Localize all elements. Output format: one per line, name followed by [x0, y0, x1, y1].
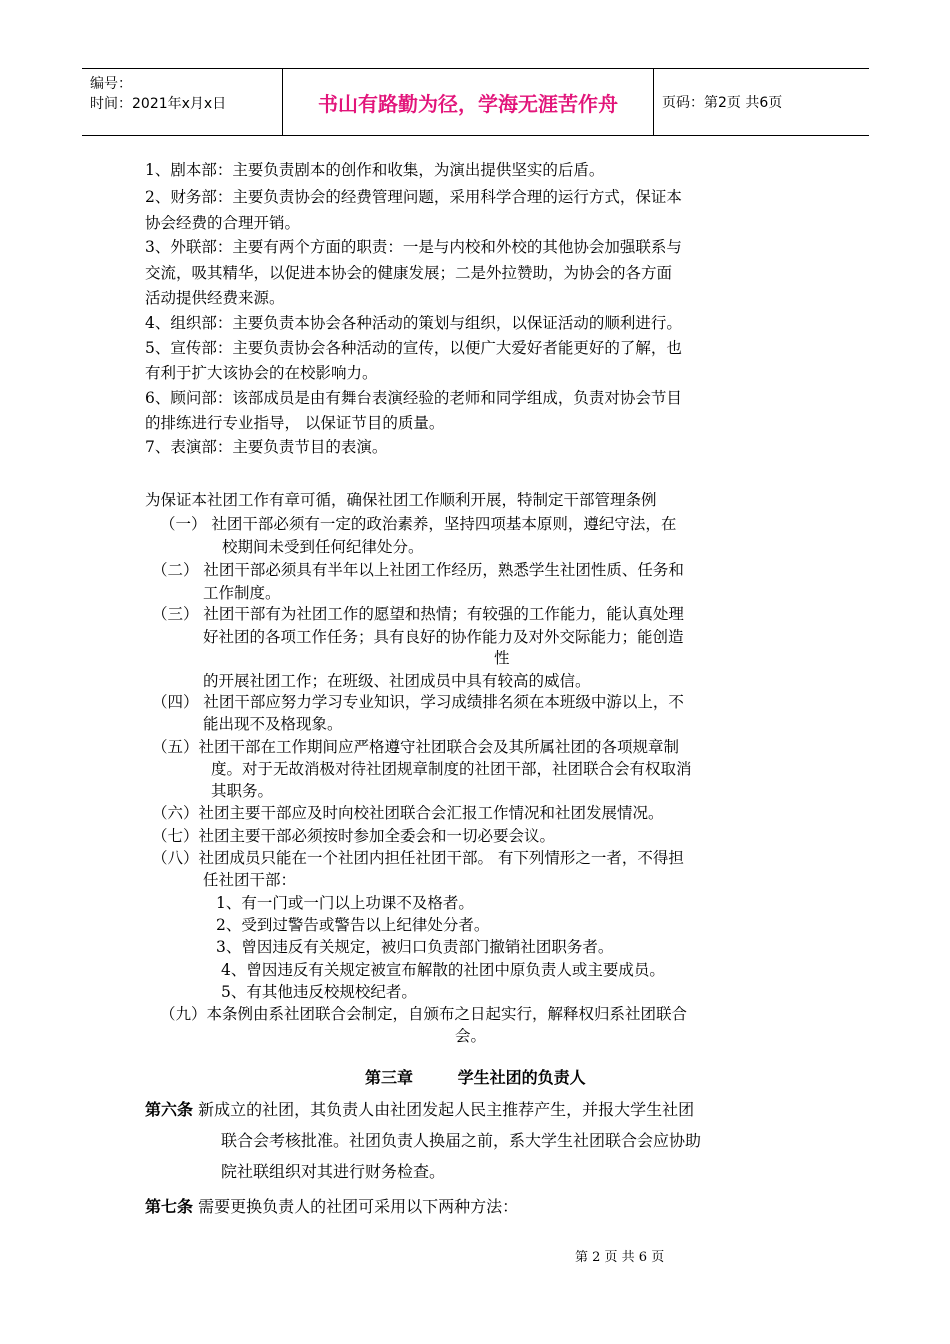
article-7-line — [145, 1196, 518, 1218]
regulation-line: 校期间未受到任何纪律处分。 — [222, 538, 424, 556]
department-line: 有利于扩大该协会的在校影响力。 — [145, 364, 378, 382]
header-info-cell — [82, 69, 283, 135]
regulation-line: （三） 社团干部有为社团工作的愿望和热情；有较强的工作能力，能认真处理 — [152, 605, 684, 623]
department-line: 3、外联部：主要有两个方面的职责：一是与内校和外校的其他协会加强联系与 — [145, 238, 682, 256]
regulation-line: （九）本条例由系社团联合会制定，自颁布之日起实行，解释权归系社团联合 — [160, 1005, 688, 1023]
article-7-text: 需要更换负责人的社团可采用以下两种方法： — [193, 1197, 519, 1216]
department-line: 2、财务部：主要负责协会的经费管理问题，采用科学合理的运行方式，保证本 — [145, 188, 682, 206]
chapter-title: 第三章 学生社团的负责人 — [365, 1068, 586, 1087]
regulation-line: 性 — [494, 649, 510, 667]
article-6-line — [145, 1099, 694, 1121]
regulation-line: 好社团的各项工作任务；具有良好的协作能力及对外交际能力；能创造 — [203, 628, 684, 646]
article-6-line: 院社联组织对其进行财务检查。 — [221, 1162, 446, 1181]
department-line: 5、宣传部：主要负责协会各种活动的宣传，以便广大爱好者能更好的了解，也 — [145, 339, 682, 357]
header-page-code: 页码：第2页 共6页 — [662, 95, 783, 111]
regulation-line: （二） 社团干部必须具有半年以上社团工作经历，熟悉学生社团性质、任务和 — [152, 561, 684, 579]
article-7-label: 第七条 — [145, 1197, 194, 1216]
header-motto: 书山有路勤为径，学海无涯苦作舟 — [283, 69, 654, 135]
regulation-subitem: 1、有一门或一门以上功课不及格者。 — [216, 894, 474, 912]
department-line: 的排练进行专业指导， 以保证节目的质量。 — [145, 414, 445, 432]
department-line: 活动提供经费来源。 — [145, 289, 285, 307]
department-line: 交流，吸其精华，以促进本协会的健康发展；二是外拉赞助，为协会的各方面 — [145, 264, 673, 282]
regulation-line: 工作制度。 — [203, 584, 281, 602]
article-6-label: 第六条 — [145, 1100, 194, 1119]
regulations-intro: 为保证本社团工作有章可循，确保社团工作顺利开展，特制定干部管理条例 — [145, 491, 657, 509]
regulation-line: （八）社团成员只能在一个社团内担任社团干部。 有下列情形之一者，不得担 — [152, 849, 684, 867]
regulation-line: （七）社团主要干部必须按时参加全委会和一切必要会议。 — [152, 827, 556, 845]
regulation-subitem: 2、受到过警告或警告以上纪律处分者。 — [216, 916, 490, 934]
page-footer: 第 2 页 共 6 页 — [575, 1250, 665, 1265]
regulation-subitem: 4、曾因违反有关规定被宣布解散的社团中原负责人或主要成员。 — [221, 961, 665, 979]
regulation-line: 其职务。 — [211, 782, 274, 800]
regulation-line: 会。 — [455, 1027, 487, 1045]
department-line: 7、表演部：主要负责节目的表演。 — [145, 438, 388, 456]
article-6-line: 联合会考核批准。社团负责人换届之前，系大学生社团联合会应协助 — [221, 1131, 702, 1150]
article-6-text: 新成立的社团，其负责人由社团发起人民主推荐产生，并报大学生社团 — [193, 1100, 695, 1119]
document-time: 时间：2021年x月x日 — [90, 96, 227, 112]
department-line: 6、顾问部：该部成员是由有舞台表演经验的老师和同学组成，负责对协会节目 — [145, 389, 682, 407]
regulation-subitem: 3、曾因违反有关规定，被归口负责部门撤销社团职务者。 — [216, 938, 614, 956]
department-line: 协会经费的合理开销。 — [145, 214, 301, 232]
regulation-line: （一） 社团干部必须有一定的政治素养，坚持四项基本原则，遵纪守法，在 — [160, 515, 677, 533]
regulation-line: 度。对于无故消极对待社团规章制度的社团干部，社团联合会有权取消 — [211, 760, 692, 778]
regulation-line: 任社团干部： — [203, 871, 297, 889]
department-line: 1、剧本部：主要负责剧本的创作和收集，为演出提供坚实的后盾。 — [145, 161, 605, 179]
department-line: 4、组织部：主要负责本协会各种活动的策划与组织，以保证活动的顺利进行。 — [145, 314, 682, 332]
regulation-line: （五）社团干部在工作期间应严格遵守社团联合会及其所属社团的各项规章制 — [152, 738, 680, 756]
regulation-line: 的开展社团工作；在班级、社团成员中具有较高的威信。 — [203, 672, 591, 690]
regulation-line: （六）社团主要干部应及时向校社团联合会汇报工作情况和社团发展情况。 — [152, 804, 664, 822]
regulation-line: （四） 社团干部应努力学习专业知识，学习成绩排名须在本班级中游以上，不 — [152, 693, 684, 711]
regulation-line: 能出现不及格现象。 — [203, 715, 343, 733]
regulation-subitem: 5、有其他违反校规校纪者。 — [221, 983, 417, 1001]
header-table — [82, 68, 869, 136]
document-number: 编号： — [90, 76, 132, 92]
